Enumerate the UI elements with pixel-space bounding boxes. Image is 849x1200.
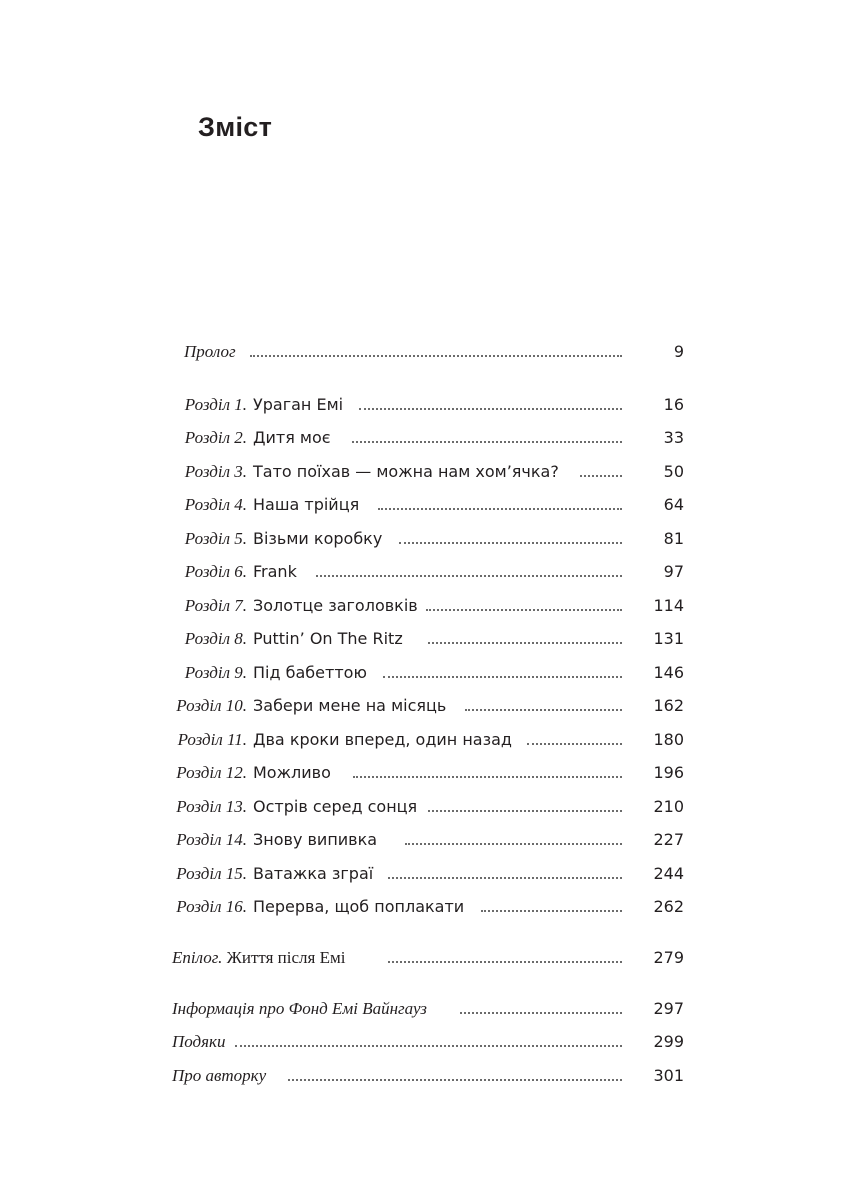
toc-entry[interactable]: [0, 691, 849, 721]
toc-label: Про авторку: [172, 1066, 267, 1085]
toc-title: Наша трійця: [253, 495, 360, 514]
toc-page-number: 210: [653, 797, 684, 816]
toc-title: Можливо: [253, 763, 331, 782]
toc-entry[interactable]: [0, 859, 849, 889]
toc-page-number: 114: [653, 596, 684, 615]
leader-dots: [428, 642, 622, 644]
toc-page-number: 146: [653, 663, 684, 682]
leader-dots: [378, 508, 622, 510]
leader-dots: [235, 1045, 622, 1047]
toc-title: Острів серед сонця: [253, 797, 418, 816]
toc-page-number: 131: [653, 629, 684, 648]
leader-dots: [353, 776, 622, 778]
toc-label: Розділ 6.: [184, 562, 247, 581]
toc-title: Ураган Емі: [253, 395, 344, 414]
toc-label: Розділ 10.: [176, 696, 247, 715]
toc-entry-backmatter[interactable]: [0, 1027, 849, 1057]
leader-dots: [316, 575, 622, 577]
toc-title: Під бабеттою: [253, 663, 367, 682]
leader-dots: [580, 475, 622, 477]
toc-page-number: 50: [663, 462, 684, 481]
toc-entry[interactable]: [0, 390, 849, 420]
toc-label: Розділ 7.: [184, 596, 247, 615]
toc-page-number: 262: [653, 897, 684, 916]
toc-page-number: 9: [673, 342, 684, 361]
leader-dots: [359, 408, 622, 410]
toc-label: Розділ 2.: [184, 428, 247, 447]
toc-label: Пролог: [184, 342, 236, 361]
page-title: Зміст: [198, 112, 273, 142]
toc-entry-epilogue[interactable]: [0, 943, 849, 973]
leader-dots: [388, 961, 622, 963]
toc-title: Frank: [253, 562, 297, 581]
toc-page-number: 162: [653, 696, 684, 715]
toc-page-number: 97: [663, 562, 684, 581]
toc-title: Візьми коробку: [253, 529, 383, 548]
leader-dots: [481, 910, 622, 912]
toc-title: Забери мене на місяць: [253, 696, 447, 715]
leader-dots: [465, 709, 622, 711]
leader-dots: [405, 843, 622, 845]
toc-page-number: 81: [663, 529, 684, 548]
toc-entry[interactable]: [0, 892, 849, 922]
toc-entry-backmatter[interactable]: [0, 994, 849, 1024]
toc-label: Розділ 5.: [184, 529, 247, 548]
toc-entry[interactable]: [0, 457, 849, 487]
toc-label: Розділ 15.: [176, 864, 247, 883]
leader-dots: [460, 1012, 622, 1014]
toc-page-number: 297: [653, 999, 684, 1018]
leader-dots: [352, 441, 622, 443]
toc-label: Подяки: [172, 1032, 226, 1051]
toc-entry-prologue[interactable]: [0, 337, 849, 367]
toc-entry[interactable]: [0, 624, 849, 654]
toc-entry[interactable]: [0, 557, 849, 587]
toc-entry-backmatter[interactable]: [0, 1061, 849, 1091]
toc-page-number: 301: [653, 1066, 684, 1085]
toc-page-number: 279: [653, 948, 684, 967]
toc-page-number: 33: [663, 428, 684, 447]
toc-label: Епілог. Життя після Емі: [172, 948, 346, 967]
toc-label: Розділ 14.: [176, 830, 247, 849]
toc-title: Дитя моє: [253, 428, 331, 447]
toc-page-number: 16: [663, 395, 684, 414]
toc-label: Розділ 11.: [177, 730, 247, 749]
toc-entry[interactable]: [0, 792, 849, 822]
toc-title: Puttin’ On The Ritz: [253, 629, 403, 648]
toc-title: Знову випивка: [253, 830, 378, 849]
toc-page-number: 196: [653, 763, 684, 782]
leader-dots: [527, 743, 622, 745]
toc-label: Розділ 3.: [184, 462, 247, 481]
toc-label: Розділ 8.: [184, 629, 247, 648]
toc-label: Розділ 1.: [184, 395, 247, 414]
leader-dots: [388, 877, 622, 879]
leader-dots: [399, 542, 622, 544]
toc-title: Перерва, щоб поплакати: [253, 897, 465, 916]
toc-page-number: 180: [653, 730, 684, 749]
toc-label: Розділ 16.: [176, 897, 247, 916]
toc-title: Золотце заголовків: [253, 596, 418, 615]
leader-dots: [428, 810, 622, 812]
toc-label: Інформація про Фонд Емі Вайнгауз: [172, 999, 427, 1018]
toc-label: Розділ 13.: [176, 797, 247, 816]
toc-title: Тато поїхав — можна нам хом’ячка?: [253, 462, 559, 481]
toc-page-number: 227: [653, 830, 684, 849]
toc-entry[interactable]: [0, 591, 849, 621]
leader-dots: [383, 676, 622, 678]
leader-dots: [250, 355, 622, 357]
leader-dots: [288, 1079, 622, 1081]
toc-entry[interactable]: [0, 825, 849, 855]
toc-title: Два кроки вперед, один назад: [253, 730, 512, 749]
toc-entry[interactable]: [0, 658, 849, 688]
toc-entry[interactable]: [0, 490, 849, 520]
toc-page-number: 64: [663, 495, 684, 514]
toc-page-number: 244: [653, 864, 684, 883]
toc-label: Розділ 12.: [176, 763, 247, 782]
toc-label: Розділ 9.: [184, 663, 247, 682]
toc-entry[interactable]: [0, 524, 849, 554]
toc-entry[interactable]: [0, 758, 849, 788]
leader-dots: [426, 609, 622, 611]
toc-page-number: 299: [653, 1032, 684, 1051]
toc-title: Ватажка зграї: [253, 864, 374, 883]
toc-entry[interactable]: [0, 423, 849, 453]
toc-entry[interactable]: [0, 725, 849, 755]
toc-label: Розділ 4.: [184, 495, 247, 514]
